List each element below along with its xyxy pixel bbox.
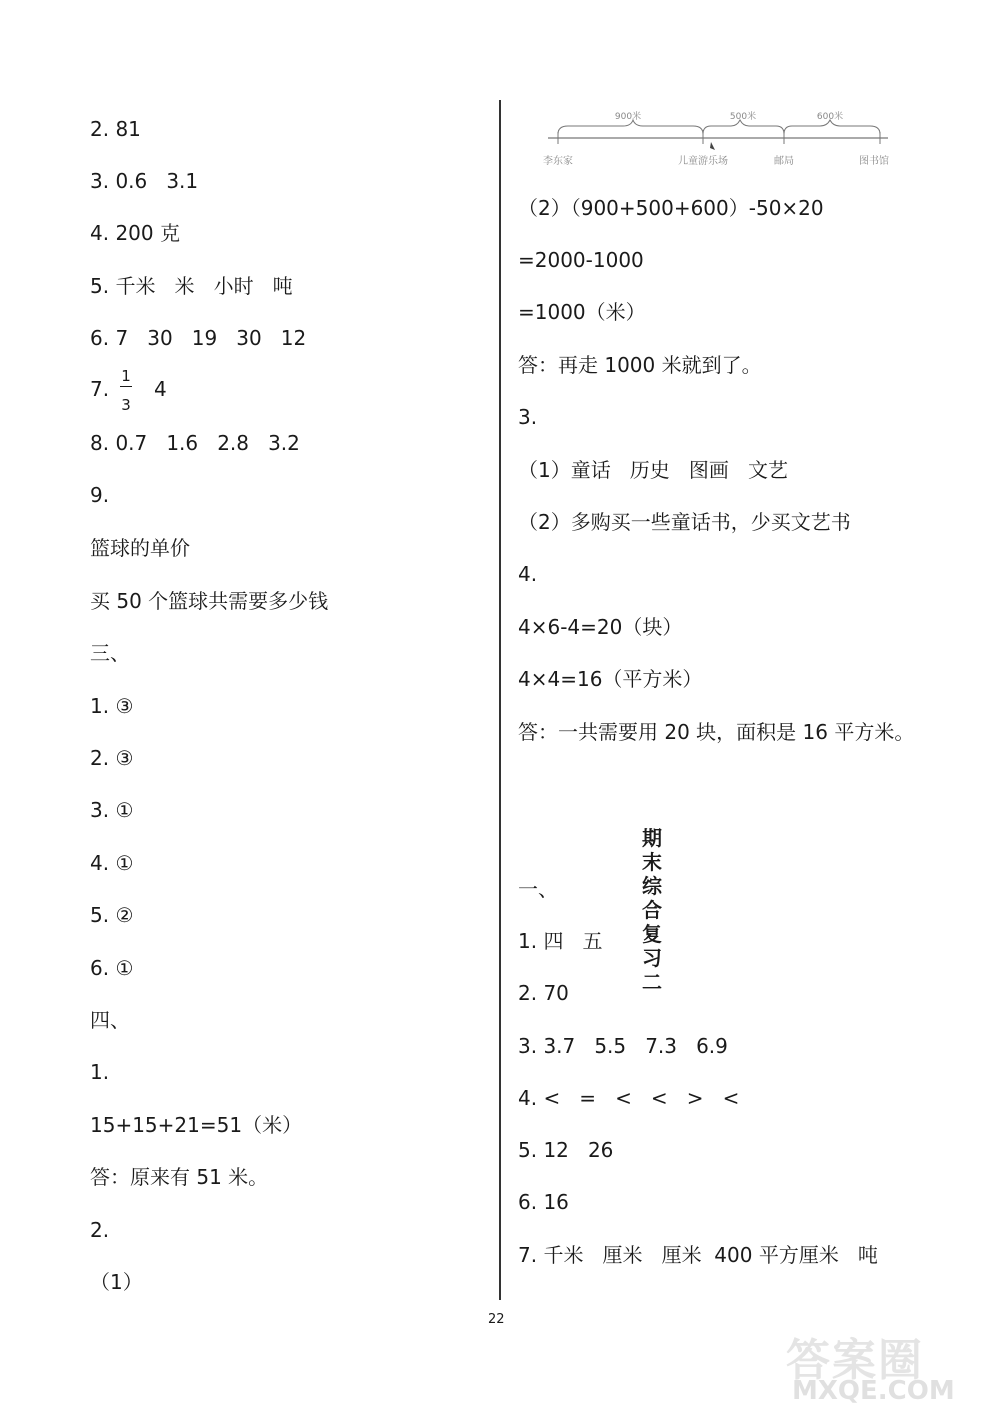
distance-diagram-svg <box>528 108 908 172</box>
point-label: 李东家 <box>543 156 573 167</box>
item7-label: 7. <box>90 377 110 401</box>
answer-line: 6. 7 30 19 30 12 <box>90 326 307 350</box>
answer-line: =2000-1000 <box>518 248 644 272</box>
answer-line: 2. <box>90 1218 110 1242</box>
fraction-denominator: 3 <box>121 396 131 414</box>
answer-line: 5. 千米 米 小时 吨 <box>90 274 293 298</box>
answer-line: 2. 70 <box>518 981 569 1005</box>
answer-line: 3. 0.6 3.1 <box>90 169 199 193</box>
answer-line: （2）多购买一些童话书，少买文艺书 <box>518 510 851 534</box>
segment-label: 500米 <box>729 112 757 122</box>
answer-line: （1）童话 历史 图画 文艺 <box>518 458 788 482</box>
answer-line: 2. 81 <box>90 117 141 141</box>
answer-line: 7. 千米 厘米 厘米 400 平方厘米 吨 <box>518 1243 878 1267</box>
answer-line: 9. <box>90 483 110 507</box>
answer-line: 3. 3.7 5.5 7.3 6.9 <box>518 1034 728 1058</box>
answer-line: 4. <box>518 562 538 586</box>
item7-after: 4 <box>154 377 167 401</box>
answer-line: 1. ③ <box>90 694 134 718</box>
page-number: 22 <box>488 1312 505 1327</box>
answer-line: 4×4=16（平方米） <box>518 667 703 691</box>
point-label: 图书馆 <box>859 156 889 167</box>
answer-line: 6. ① <box>90 956 134 980</box>
distance-diagram <box>528 108 908 176</box>
answer-line: 2. ③ <box>90 746 134 770</box>
answer-line: =1000（米） <box>518 300 646 324</box>
answer-line: 答：原来有 51 米。 <box>90 1165 269 1189</box>
answer-line: 3. <box>518 405 538 429</box>
answer-line: 4. 200 克 <box>90 221 180 245</box>
column-divider <box>499 100 501 1300</box>
answer-line: 篮球的单价 <box>90 536 190 560</box>
section-label: 四、 <box>90 1008 130 1032</box>
answer-line: 15+15+21=51（米） <box>90 1113 303 1137</box>
section-label: 一、 <box>518 877 558 901</box>
answer-line: 4. < = < < > < <box>518 1086 740 1110</box>
section-heading: 期末综合复习二 <box>642 826 662 994</box>
answer-line: （2）（900+500+600）-50×20 <box>518 196 824 220</box>
answer-line: 1. 四 五 <box>518 929 603 953</box>
point-label: 邮局 <box>774 156 794 167</box>
answer-line: 4×6-4=20（块） <box>518 615 683 639</box>
segment-label: 900米 <box>614 112 642 122</box>
point-label: 儿童游乐场 <box>678 156 728 167</box>
answer-line: 3. ① <box>90 798 134 822</box>
answer-line: 1. <box>90 1060 110 1084</box>
watermark-text: 答案圈 <box>786 1335 924 1386</box>
answer-line: 4. ① <box>90 851 134 875</box>
answer-line: 6. 16 <box>518 1190 569 1214</box>
answer-line: 5. 12 26 <box>518 1138 614 1162</box>
section-label: 三、 <box>90 641 130 665</box>
watermark-url: MXQE.COM <box>792 1376 955 1406</box>
answer-line: 答：一共需要用 20 块，面积是 16 平方米。 <box>518 720 915 744</box>
fraction-bar <box>120 386 132 387</box>
answer-line: （1） <box>90 1270 143 1294</box>
answer-line: 5. ② <box>90 903 134 927</box>
answer-line: 买 50 个篮球共需要多少钱 <box>90 589 329 613</box>
segment-label: 600米 <box>816 112 844 122</box>
answer-line: 答：再走 1000 米就到了。 <box>518 353 762 377</box>
fraction-numerator: 1 <box>121 367 131 385</box>
answer-line: 8. 0.7 1.6 2.8 3.2 <box>90 431 300 455</box>
